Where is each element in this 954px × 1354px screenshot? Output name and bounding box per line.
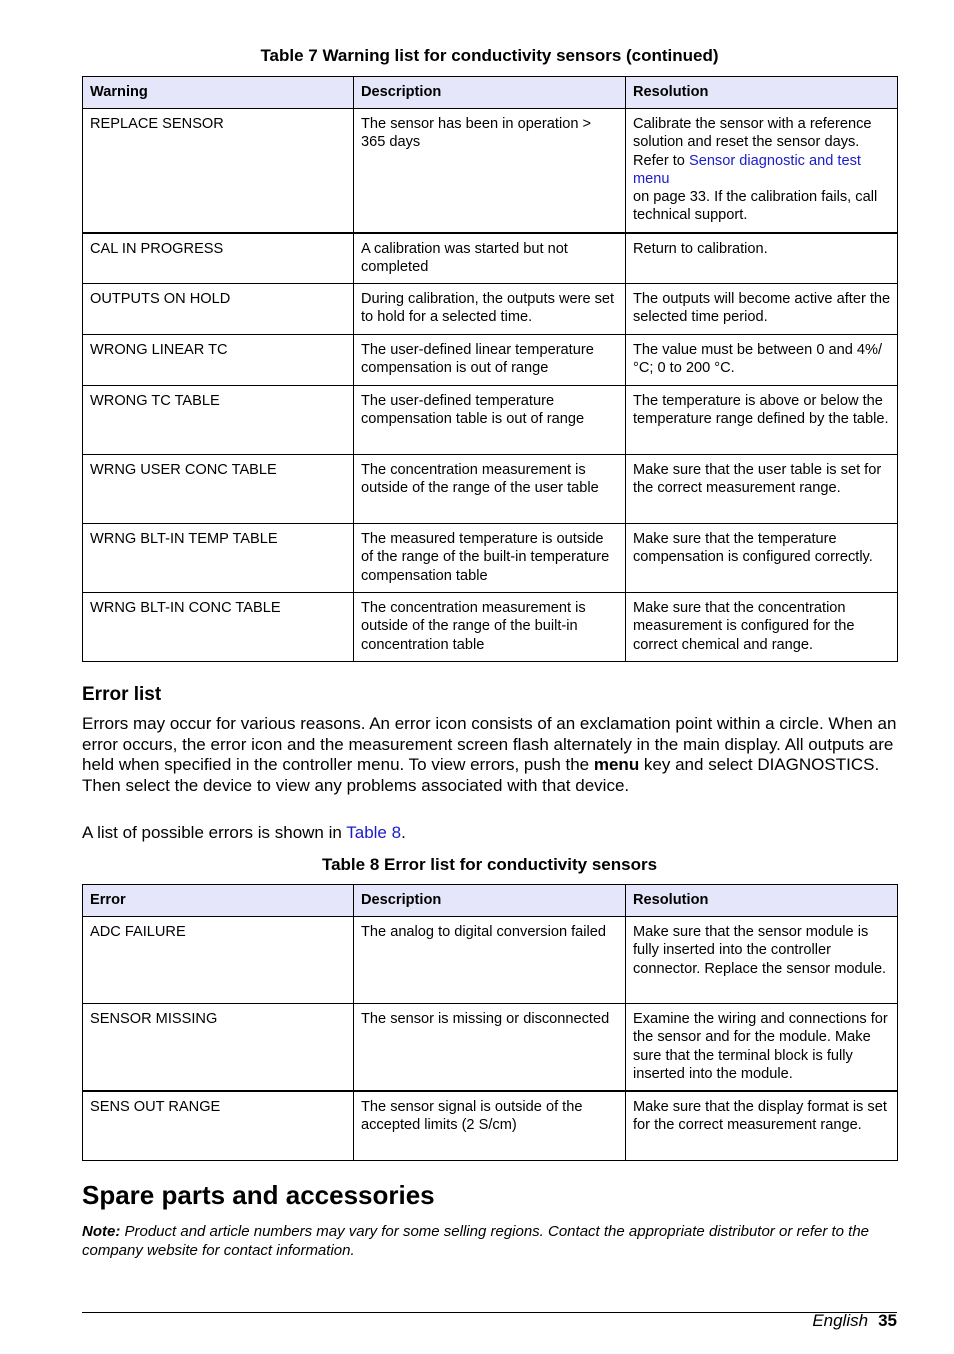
warning-name: WRNG BLT-IN TEMP TABLE: [83, 524, 354, 593]
warning-description: During calibration, the outputs were set to hold for a selected time.: [354, 284, 626, 335]
error-name: ADC FAILURE: [83, 917, 354, 1004]
footer-divider: [82, 1312, 897, 1313]
spare-parts-heading: Spare parts and accessories: [82, 1180, 435, 1210]
warning-name: WRNG BLT-IN CONC TABLE: [83, 593, 354, 662]
warning-name: OUTPUTS ON HOLD: [83, 284, 354, 335]
error-table: [82, 884, 898, 1161]
table8-caption: Table 8 Error list for conductivity sensors: [321, 855, 658, 874]
sensor-diagnostic-link[interactable]: Sensor diagnostic and test menu: [633, 152, 861, 187]
table-header-row: [83, 77, 898, 109]
note-text: Product and article numbers may vary for some selling regions. Contact the appropriate distributor or refer to the company website for contact information.: [82, 1223, 870, 1259]
column-header-description: Description: [354, 77, 626, 109]
warning-resolution: [626, 109, 898, 233]
column-header-resolution: Resolution: [626, 885, 898, 917]
warning-resolution: Make sure that the user table is set for the correct measurement range.: [626, 455, 898, 524]
table-row: [83, 917, 898, 1004]
warning-name: CAL IN PROGRESS: [83, 233, 354, 284]
page-number: 35: [878, 1311, 897, 1330]
table-row: [83, 109, 898, 233]
table-row: [83, 284, 898, 335]
warning-resolution: Make sure that the temperature compensation is configured correctly.: [626, 524, 898, 593]
warning-description: A calibration was started but not completed: [354, 233, 626, 284]
page-footer: [812, 1311, 897, 1331]
error-description: The analog to digital conversion failed: [354, 917, 626, 1004]
note-paragraph: [82, 1223, 897, 1260]
warning-description: The user-defined temperature compensation table is out of range: [354, 386, 626, 455]
table-row: [83, 335, 898, 386]
warning-description: The user-defined linear temperature compensation is out of range: [354, 335, 626, 386]
table-row: [83, 1091, 898, 1160]
warning-name: REPLACE SENSOR: [83, 109, 354, 233]
warning-table: [82, 76, 898, 662]
column-header-warning: Warning: [83, 77, 354, 109]
table7-caption: Table 7 Warning list for conductivity sensors (continued): [260, 46, 719, 65]
warning-resolution: The temperature is above or below the temperature range defined by the table.: [626, 386, 898, 455]
table-header-row: [83, 885, 898, 917]
error-resolution: Examine the wiring and connections for the sensor and for the module. Make sure that the terminal block is fully inserted into the module.: [626, 1004, 898, 1091]
table-row: [83, 1004, 898, 1091]
footer-language: English: [812, 1311, 869, 1330]
resolution-text: Calibrate the sensor with a reference solution and reset the sensor days. Refer to: [633, 116, 872, 169]
warning-description: The concentration measurement is outside of the range of the built-in concentration table: [354, 593, 626, 662]
table-row: [83, 593, 898, 662]
table8-link[interactable]: Table 8: [346, 823, 402, 842]
table-row: [83, 386, 898, 455]
error-name: SENS OUT RANGE: [83, 1091, 354, 1160]
error-description: The sensor signal is outside of the accepted limits (2 S/cm): [354, 1091, 626, 1160]
menu-key-label: menu: [593, 755, 640, 774]
error-list-heading: Error list: [82, 684, 162, 705]
warning-name: WRNG USER CONC TABLE: [83, 455, 354, 524]
warning-description: The measured temperature is outside of the range of the built-in temperature compensation table: [354, 524, 626, 593]
error-description: The sensor is missing or disconnected: [354, 1004, 626, 1091]
column-header-description: Description: [354, 885, 626, 917]
error-table-reference: A list of possible errors is shown in Table 8.: [82, 823, 406, 842]
warning-name: WRONG LINEAR TC: [83, 335, 354, 386]
warning-resolution: Make sure that the concentration measurement is configured for the correct chemical and range.: [626, 593, 898, 662]
warning-name: WRONG TC TABLE: [83, 386, 354, 455]
warning-resolution: Return to calibration.: [626, 233, 898, 284]
table-row: [83, 455, 898, 524]
table-row: [83, 524, 898, 593]
error-resolution: Make sure that the display format is set for the correct measurement range.: [626, 1091, 898, 1160]
column-header-resolution: Resolution: [626, 77, 898, 109]
table-row: [83, 233, 898, 284]
note-label: Note:: [82, 1223, 121, 1240]
error-resolution: Make sure that the sensor module is fully inserted into the controller connector. Replace the sensor module.: [626, 917, 898, 1004]
error-list-paragraph: Errors may occur for various reasons. An error icon consists of an exclamation point within a circle. When an error occurs, the error icon and the measurement screen flash alternately in the main display. All outputs are held when specified in the controller menu. To view errors, push the menu key and select DIAGNOSTICS. Then select the device to view any problems associated with that device.: [82, 714, 897, 795]
warning-resolution: The value must be between 0 and 4%/°C; 0 to 200 °C.: [626, 335, 898, 386]
warning-description: The sensor has been in operation > 365 days: [354, 109, 626, 233]
warning-resolution: The outputs will become active after the selected time period.: [626, 284, 898, 335]
column-header-error: Error: [83, 885, 354, 917]
resolution-text: on page 33. If the calibration fails, call technical support.: [633, 189, 878, 224]
error-name: SENSOR MISSING: [83, 1004, 354, 1091]
warning-description: The concentration measurement is outside of the range of the user table: [354, 455, 626, 524]
